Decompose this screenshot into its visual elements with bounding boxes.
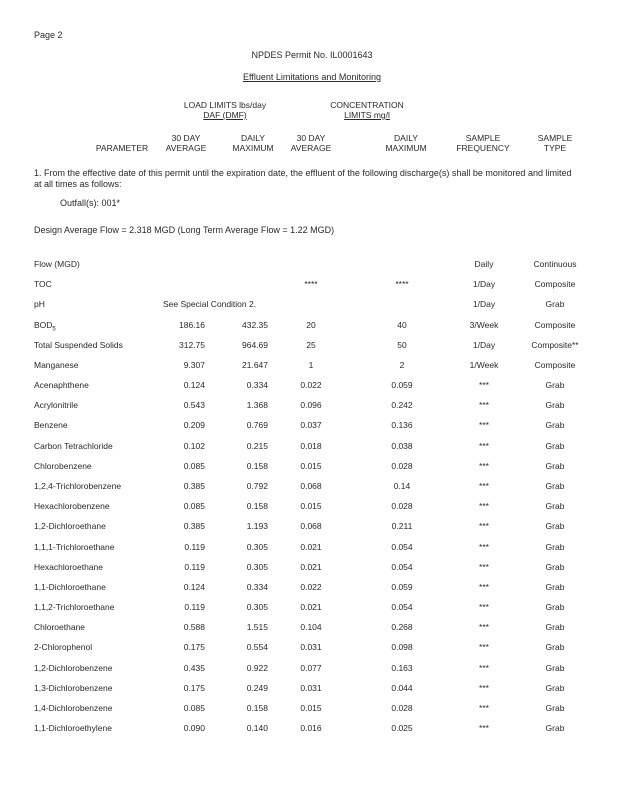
row-sample-frequency: *** (479, 702, 489, 713)
row-load-maximum: 0.140 (246, 723, 268, 734)
row-conc-average: 0.015 (300, 460, 322, 471)
table-row (0, 582, 618, 594)
row-parameter: 1,1-Dichloroethylene (34, 723, 112, 734)
row-sample-frequency: *** (479, 541, 489, 552)
row-sample-type: Grab (545, 662, 565, 673)
row-parameter: Chloroethane (34, 622, 86, 633)
row-sample-frequency: *** (479, 642, 489, 653)
row-conc-maximum: 0.211 (391, 521, 413, 532)
row-conc-average: 0.021 (300, 561, 322, 572)
row-sample-type: Grab (545, 480, 565, 491)
table-row (0, 521, 618, 533)
table-row (0, 602, 618, 614)
row-load-average: 0.085 (183, 501, 205, 512)
row-sample-type: Grab (545, 400, 565, 411)
row-load-average: 0.385 (183, 480, 205, 491)
row-load-average: 0.102 (183, 440, 205, 451)
row-load-maximum: 0.249 (246, 682, 268, 693)
load-max-header: DAILY MAXIMUM (232, 133, 274, 153)
row-conc-maximum: 0.163 (391, 662, 413, 673)
row-parameter: 2-Chlorophenol (34, 642, 93, 653)
row-parameter: Acrylonitrile (34, 400, 78, 411)
table-row (0, 441, 618, 453)
row-parameter: 1,4-Dichlorobenzene (34, 702, 113, 713)
row-sample-frequency: *** (479, 460, 489, 471)
row-parameter: Carbon Tetrachloride (34, 440, 113, 451)
row-conc-average: 0.031 (300, 682, 322, 693)
row-parameter: Manganese (34, 359, 79, 370)
row-conc-maximum: 0.268 (391, 622, 413, 633)
row-conc-average: 0.031 (300, 642, 322, 653)
row-parameter: 1,1,1-Trichloroethane (34, 541, 115, 552)
row-sample-frequency: *** (479, 622, 489, 633)
row-load-average: 0.209 (183, 420, 205, 431)
row-load-average: 0.090 (183, 723, 205, 734)
table-row (0, 723, 618, 735)
row-load-maximum: 0.554 (246, 642, 268, 653)
row-conc-average: 0.015 (300, 702, 322, 713)
row-conc-average: 25 (306, 339, 316, 350)
row-parameter: 1,2-Dichloroethane (34, 521, 106, 532)
conc-max-header: DAILY MAXIMUM (385, 133, 427, 153)
row-sample-type: Grab (545, 561, 565, 572)
row-load-maximum: 0.334 (246, 380, 268, 391)
row-sample-type: Grab (545, 460, 565, 471)
frequency-header: SAMPLE FREQUENCY (456, 133, 510, 153)
row-load-average: 312.75 (179, 339, 205, 350)
row-conc-maximum: 0.098 (391, 642, 413, 653)
row-parameter: 1,2-Dichlorobenzene (34, 662, 113, 673)
row-conc-maximum: 50 (397, 339, 407, 350)
row-load-maximum: 21.647 (242, 359, 268, 370)
row-conc-average: 0.022 (300, 380, 322, 391)
row-load-maximum: 432.35 (242, 319, 268, 330)
row-sample-frequency: *** (479, 723, 489, 734)
row-conc-average: 0.068 (300, 480, 322, 491)
row-conc-average: 0.021 (300, 541, 322, 552)
row-load-maximum: 0.922 (246, 662, 268, 673)
row-conc-maximum: 0.059 (391, 380, 413, 391)
row-sample-type: Grab (545, 602, 565, 613)
row-conc-maximum: **** (395, 279, 409, 290)
row-conc-maximum: 2 (399, 359, 405, 370)
row-load-average: 0.119 (184, 541, 205, 552)
row-parameter: Benzene (34, 420, 68, 431)
row-load-maximum: 0.158 (246, 460, 268, 471)
row-sample-type: Grab (545, 642, 565, 653)
row-conc-maximum: 0.028 (391, 460, 413, 471)
row-sample-type: Continuous (533, 259, 577, 269)
row-sample-frequency: Daily (474, 259, 494, 269)
row-load-average: 9.307 (183, 359, 205, 370)
table-row (0, 703, 618, 715)
row-conc-average: 20 (306, 319, 316, 330)
row-parameter: 1,3-Dichlorobenzene (34, 682, 113, 693)
row-load-maximum: 1.515 (246, 622, 268, 633)
row-load-average: 0.124 (183, 380, 205, 391)
row-sample-type: Grab (545, 581, 565, 592)
row-conc-average: 0.068 (300, 521, 322, 532)
table-row (0, 259, 618, 271)
row-sample-type: Grab (545, 682, 565, 693)
row-sample-type: Composite (534, 359, 576, 370)
row-load-maximum: 0.305 (246, 602, 268, 613)
row-conc-maximum: 0.136 (391, 420, 413, 431)
parameter-header: PARAMETER (95, 143, 149, 153)
row-conc-average: 0.018 (300, 440, 322, 451)
row-sample-type: Composite (534, 279, 576, 290)
row-load-average: 0.543 (183, 400, 205, 411)
row-parameter: Chlorobenzene (34, 460, 92, 471)
row-load-average: 0.119 (184, 561, 205, 572)
page-label: Page 2 (34, 30, 63, 40)
row-load-maximum: 0.792 (246, 480, 268, 491)
row-load-average: 0.124 (183, 581, 205, 592)
row-sample-frequency: *** (479, 581, 489, 592)
row-load-maximum: 0.769 (246, 420, 268, 431)
table-row (0, 380, 618, 392)
intro-text-line2: at all times as follows: (34, 179, 122, 189)
row-load-maximum: 1.193 (246, 521, 268, 532)
row-sample-frequency: *** (479, 602, 489, 613)
load-limits-header: LOAD LIMITS lbs/day DAF (DMF) (183, 100, 267, 120)
table-row (0, 542, 618, 554)
row-sample-frequency: 3/Week (469, 319, 499, 330)
row-load-average: 0.085 (183, 702, 205, 713)
row-conc-average: 0.104 (300, 622, 322, 633)
row-sample-frequency: *** (479, 480, 489, 491)
row-parameter: 1,2,4-Trichlorobenzene (34, 480, 122, 491)
permit-title: NPDES Permit No. IL0001643 (251, 50, 373, 60)
row-conc-average: 0.077 (300, 662, 322, 673)
row-load-maximum: 0.158 (246, 702, 268, 713)
row-sample-type: Grab (545, 299, 565, 310)
row-conc-maximum: 0.14 (393, 480, 411, 491)
table-row (0, 340, 618, 352)
row-conc-maximum: 0.025 (391, 723, 413, 734)
row-sample-frequency: *** (479, 440, 489, 451)
row-sample-frequency: *** (479, 380, 489, 391)
table-row (0, 400, 618, 412)
table-row (0, 501, 618, 513)
conc-avg-header: 30 DAY AVERAGE (290, 133, 332, 153)
row-sample-frequency: 1/Day (472, 279, 496, 290)
intro-text-line1: 1. From the effective date of this permit until the expiration date, the effluent of the following discharge(s) shall be monitored and limited (34, 168, 572, 178)
row-sample-frequency: *** (479, 501, 489, 512)
row-load-average: 0.385 (183, 521, 205, 532)
row-sample-frequency: *** (479, 420, 489, 431)
row-sample-type: Grab (545, 380, 565, 391)
row-load-average: 0.588 (183, 622, 205, 633)
row-load-average: See Special Condition 2. (163, 299, 257, 310)
row-load-maximum: 0.158 (246, 501, 268, 512)
row-parameter: Hexachloroethane (34, 561, 103, 572)
row-conc-average: 0.096 (300, 400, 322, 411)
table-row (0, 663, 618, 675)
table-row (0, 562, 618, 574)
row-conc-maximum: 0.242 (391, 400, 413, 411)
row-conc-maximum: 0.054 (391, 541, 413, 552)
row-sample-frequency: *** (479, 682, 489, 693)
row-conc-average: 0.022 (300, 581, 322, 592)
row-parameter: Flow (MGD) (34, 259, 80, 269)
row-sample-type: Composite** (531, 339, 579, 350)
table-row (0, 481, 618, 493)
row-conc-maximum: 0.044 (391, 682, 413, 693)
row-load-maximum: 0.215 (246, 440, 268, 451)
row-load-maximum: 1.368 (246, 400, 268, 411)
row-conc-average: 0.016 (300, 723, 322, 734)
row-conc-maximum: 40 (397, 319, 407, 330)
table-row (0, 683, 618, 695)
row-conc-average: 0.021 (300, 602, 322, 613)
row-sample-type: Grab (545, 622, 565, 633)
row-conc-average: 0.037 (300, 420, 322, 431)
table-row (0, 642, 618, 654)
row-sample-type: Composite (534, 319, 576, 330)
row-sample-type: Grab (545, 420, 565, 431)
row-parameter: pH (34, 299, 45, 310)
row-conc-maximum: 0.028 (391, 501, 413, 512)
section-title: Effluent Limitations and Monitoring (243, 72, 381, 82)
row-sample-frequency: *** (479, 561, 489, 572)
type-header: SAMPLE TYPE (537, 133, 573, 153)
row-sample-type: Grab (545, 702, 565, 713)
row-load-average: 0.175 (183, 642, 205, 653)
table-row (0, 299, 618, 311)
row-sample-type: Grab (545, 501, 565, 512)
table-row (0, 279, 618, 291)
row-conc-maximum: 0.028 (391, 702, 413, 713)
row-sample-frequency: 1/Week (469, 359, 499, 370)
row-conc-average: 0.015 (300, 501, 322, 512)
row-sample-frequency: *** (479, 662, 489, 673)
load-avg-header: 30 DAY AVERAGE (165, 133, 207, 153)
row-conc-maximum: 0.054 (391, 602, 413, 613)
row-parameter: 1,1,2-Trichloroethane (34, 602, 115, 613)
row-sample-frequency: 1/Day (472, 339, 496, 350)
row-sample-type: Grab (545, 723, 565, 734)
row-load-maximum: 0.334 (246, 581, 268, 592)
design-flow: Design Average Flow = 2.318 MGD (Long Term Average Flow = 1.22 MGD) (34, 225, 335, 235)
row-conc-average: 1 (308, 359, 314, 370)
row-load-average: 0.175 (183, 682, 205, 693)
row-load-average: 186.16 (179, 319, 205, 330)
row-load-maximum: 0.305 (246, 561, 268, 572)
concentration-header: CONCENTRATION LIMITS mg/l (330, 100, 404, 120)
row-parameter: $BOD_5$ (34, 319, 56, 333)
row-sample-type: Grab (545, 521, 565, 532)
row-load-average: 0.119 (184, 602, 205, 613)
table-row (0, 461, 618, 473)
table-row (0, 360, 618, 372)
row-load-average: 0.085 (183, 460, 205, 471)
row-conc-maximum: 0.059 (391, 581, 413, 592)
row-parameter: Total Suspended Solids (34, 339, 123, 350)
row-parameter: TOC (34, 279, 52, 290)
outfall-label: Outfall(s): 001* (60, 198, 121, 208)
row-conc-maximum: 0.054 (391, 561, 413, 572)
row-sample-type: Grab (545, 541, 565, 552)
row-parameter: Acenaphthene (34, 380, 89, 391)
row-load-maximum: 964.69 (242, 339, 268, 350)
table-row (0, 420, 618, 432)
row-load-maximum: 0.305 (246, 541, 268, 552)
table-row (0, 320, 618, 332)
row-parameter: Hexachlorobenzene (34, 501, 110, 512)
row-sample-frequency: *** (479, 400, 489, 411)
row-parameter: 1,1-Dichloroethane (34, 581, 106, 592)
row-conc-maximum: 0.038 (391, 440, 413, 451)
row-conc-average: **** (304, 279, 318, 290)
row-sample-frequency: 1/Day (472, 299, 496, 310)
row-sample-frequency: *** (479, 521, 489, 532)
table-row (0, 622, 618, 634)
row-sample-type: Grab (545, 440, 565, 451)
row-load-average: 0.435 (183, 662, 205, 673)
